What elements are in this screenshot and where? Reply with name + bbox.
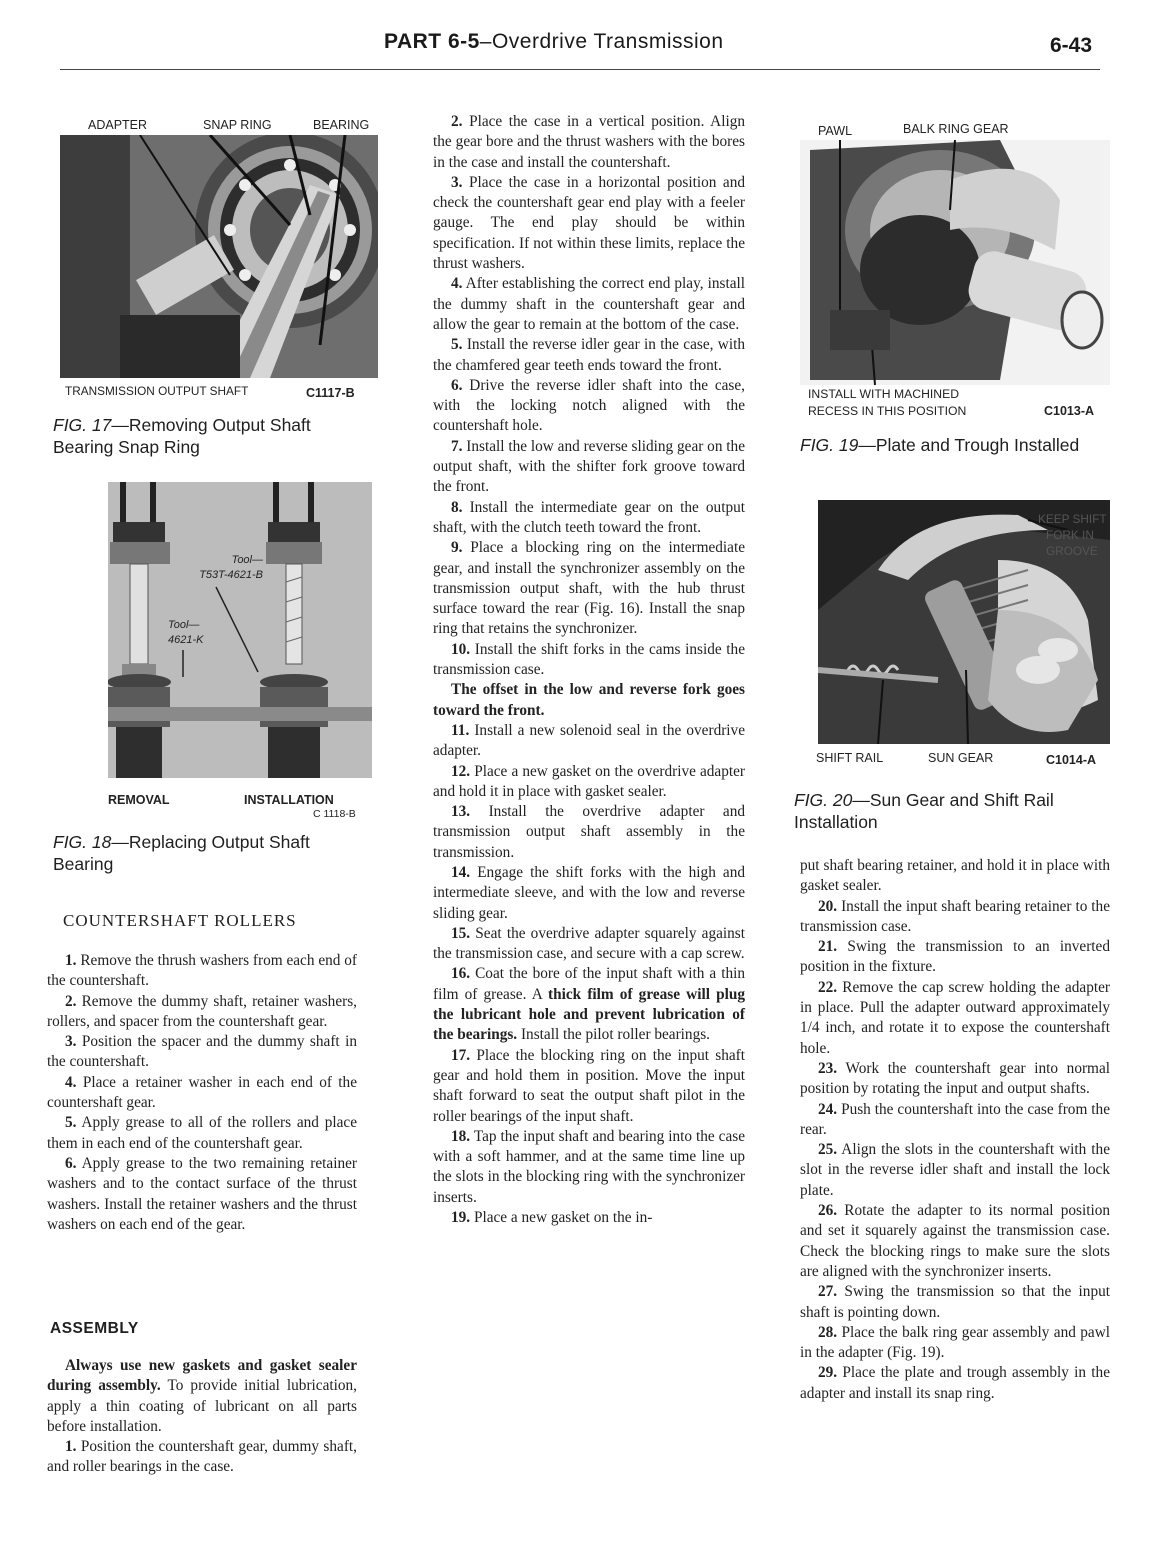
step-24: 24. Push the countershaft into the case from the rear. [800, 1100, 1110, 1138]
fig18-caption: FIG. 18—Replacing Output Shaft Bearing [53, 832, 310, 874]
step-25: 25. Align the slots in the countershaft with the slot in the reverse idler shaft and install the lock plate. [800, 1141, 1110, 1199]
heading-countershaft-rollers: COUNTERSHAFT ROLLERS [63, 911, 297, 930]
fig18-code: C 1118-B [313, 808, 356, 820]
column-3 [800, 856, 1110, 1404]
fig17-caption: FIG. 17—Removing Output Shaft Bearing Snap Ring [53, 415, 311, 457]
figure-18-photo [108, 482, 372, 778]
fig20-label-groove: GROOVE [1046, 544, 1098, 558]
bearing-tool-photo [108, 482, 372, 778]
cr-step-5: 5. Apply grease to all of the rollers and place them in each end of the countershaft gear. [47, 1114, 357, 1152]
column-1-assembly [47, 1356, 357, 1478]
step-21: 21. Swing the transmission to an inverted position in the fixture. [800, 938, 1110, 976]
fig19-code: C1013-A [1044, 404, 1095, 418]
fig17-label-output-shaft: TRANSMISSION OUTPUT SHAFT [65, 384, 249, 398]
step-9: 9. Place a blocking ring on the intermediate gear, and install the synchronizer assembly on the transmission output shaft, with the hub thrust surface toward the rear (Fig. 16). Install the snap ring that retains the synchronizer. [433, 539, 745, 638]
column-2 [433, 112, 745, 1228]
step-3: 3. Place the case in a horizontal position and check the countershaft gear end play with a feeler gauge. The end play should be within specification. If not within these limits, replace the thrust washers. [433, 173, 745, 273]
step-16: 16. Coat the bore of the input shaft with a thin film of grease. A thick film of grease will plug the lubricant hole and prevent lubrication of the bearings. Install the pilot roller bearings. [433, 965, 745, 1044]
assembly-intro: Always use new gaskets and gasket sealer during assembly. To provide initial lubrication, apply a thin coating of lubricant on all parts before installation. [47, 1357, 357, 1435]
step-5: 5. Install the reverse idler gear in the case, with the chamfered gear teeth ends toward the front. [433, 336, 745, 374]
cr-step-3: 3. Position the spacer and the dummy shaft in the countershaft. [47, 1033, 357, 1071]
step-22: 22. Remove the cap screw holding the adapter in place. Pull the adapter outward approximately 1/4 inch, and rotate it to expose the countershaft hole. [800, 978, 1110, 1057]
output-shaft-bearing-photo [60, 135, 378, 378]
fig20-caption: FIG. 20—Sun Gear and Shift Rail Installation [794, 790, 1054, 832]
step-20: 20. Install the input shaft bearing retainer to the transmission case. [800, 897, 1110, 935]
fig18-tool-1-label: Tool— T53T-4621-B [199, 554, 263, 581]
step-6: 6. Drive the reverse idler shaft into the case, with the locking notch aligned with the countershaft hole. [433, 376, 745, 435]
column-1-countershaft [47, 951, 357, 1235]
cr-step-4: 4. Place a retainer washer in each end of the countershaft gear. [47, 1073, 357, 1112]
step-7: 7. Install the low and reverse sliding gear on the output shaft, with the shifter fork groove toward the front. [433, 437, 745, 496]
step-15: 15. Seat the overdrive adapter squarely against the transmission case, and secure with a cap screw. [433, 924, 745, 963]
step-29: 29. Place the plate and trough assembly in the adapter and install its snap ring. [800, 1364, 1110, 1402]
step-28: 28. Place the balk ring gear assembly and pawl in the adapter (Fig. 19). [800, 1323, 1110, 1362]
offset-note: The offset in the low and reverse fork goes toward the front. [433, 681, 745, 719]
step-23: 23. Work the countershaft gear into normal position by rotating the input and output shafts. [800, 1059, 1110, 1098]
fig17-label-bearing: BEARING [313, 118, 370, 132]
step-19-cont: put shaft bearing retainer, and hold it in place with gasket sealer. [800, 857, 1110, 895]
fig17-code: C1117-B [306, 386, 355, 400]
fig20-label-sun-gear: SUN GEAR [928, 751, 994, 765]
header-rule [60, 69, 1100, 70]
cr-step-6: 6. Apply grease to the two remaining retainer washers and to the contact surface of the thrust washers. Install the retainer washers and the thrust washers on each end of the gear. [47, 1154, 357, 1233]
fig19-label-install-1: INSTALL WITH MACHINED [808, 387, 959, 401]
step-26: 26. Rotate the adapter to its normal position and set it squarely against the transmission case. Check the blocking rings to make sure the slots are aligned with the synchronizer inserts. [800, 1202, 1110, 1280]
step-18: 18. Tap the input shaft and bearing into the case with a soft hammer, and at the same time line up the slots in the blocking ring with the synchronizer inserts. [433, 1127, 745, 1206]
fig20-label-fork-in: FORK IN [1046, 528, 1094, 542]
fig18-label-installation: INSTALLATION [244, 793, 334, 807]
heading-assembly: ASSEMBLY [50, 1320, 139, 1337]
fig19-caption: FIG. 19—Plate and Trough Installed [800, 435, 1080, 455]
fig19-label-balk-ring-gear: BALK RING GEAR [903, 122, 1009, 136]
step-17: 17. Place the blocking ring on the input shaft gear and hold them in position. Move the input shaft forward to seat the output shaft pilot in the roller bearings of the input shaft. [433, 1046, 745, 1125]
step-11: 11. Install a new solenoid seal in the overdrive adapter. [433, 721, 745, 760]
cr-step-1: 1. Remove the thrush washers from each end of the countershaft. [47, 952, 357, 990]
asm-step-1: 1. Position the countershaft gear, dummy shaft, and roller bearings in the case. [47, 1438, 357, 1476]
fig18-tool-2-label: Tool— 4621-K [168, 619, 204, 646]
step-12: 12. Place a new gasket on the overdrive adapter and hold it in place with gasket sealer. [433, 762, 745, 800]
fig18-label-removal: REMOVAL [108, 793, 170, 807]
step-13: 13. Install the overdrive adapter and transmission output shaft assembly in the transmission. [433, 803, 745, 861]
step-2: 2. Place the case in a vertical position. Align the gear bore and the thrust washers with the bores in the case and install the countershaft. [433, 113, 745, 171]
header-title: PART 6-5–Overdrive Transmission [384, 30, 724, 53]
fig20-label-keep-shift: KEEP SHIFT [1038, 512, 1107, 526]
fig17-label-adapter: ADAPTER [88, 118, 148, 132]
fig19-label-pawl: PAWL [818, 124, 853, 138]
step-4: 4. After establishing the correct end play, install the dummy shaft in the countershaft gear and allow the gear to remain at the bottom of the case. [433, 275, 745, 333]
fig19-label-install-2: RECESS IN THIS POSITION [808, 404, 967, 418]
fig17-label-snap-ring: SNAP RING [203, 118, 272, 132]
figure-19-photo [800, 140, 1110, 385]
step-8: 8. Install the intermediate gear on the output shaft, with the clutch teeth toward the front. [433, 498, 745, 536]
figure-17-photo [60, 135, 378, 378]
plate-trough-photo [800, 140, 1110, 385]
step-19: 19. Place a new gasket on the in- [451, 1209, 653, 1227]
fig20-code: C1014-A [1046, 753, 1097, 767]
step-14: 14. Engage the shift forks with the high and intermediate sleeve, and with the low and reverse sliding gear. [433, 863, 745, 922]
fig20-label-shift-rail: SHIFT RAIL [816, 751, 884, 765]
cr-step-2: 2. Remove the dummy shaft, retainer washers, rollers, and spacer from the countershaft gear. [47, 992, 357, 1030]
step-27: 27. Swing the transmission so that the input shaft is pointing down. [800, 1283, 1110, 1321]
step-10: 10. Install the shift forks in the cams inside the transmission case. [433, 640, 745, 679]
page-number: 6-43 [1050, 34, 1093, 57]
